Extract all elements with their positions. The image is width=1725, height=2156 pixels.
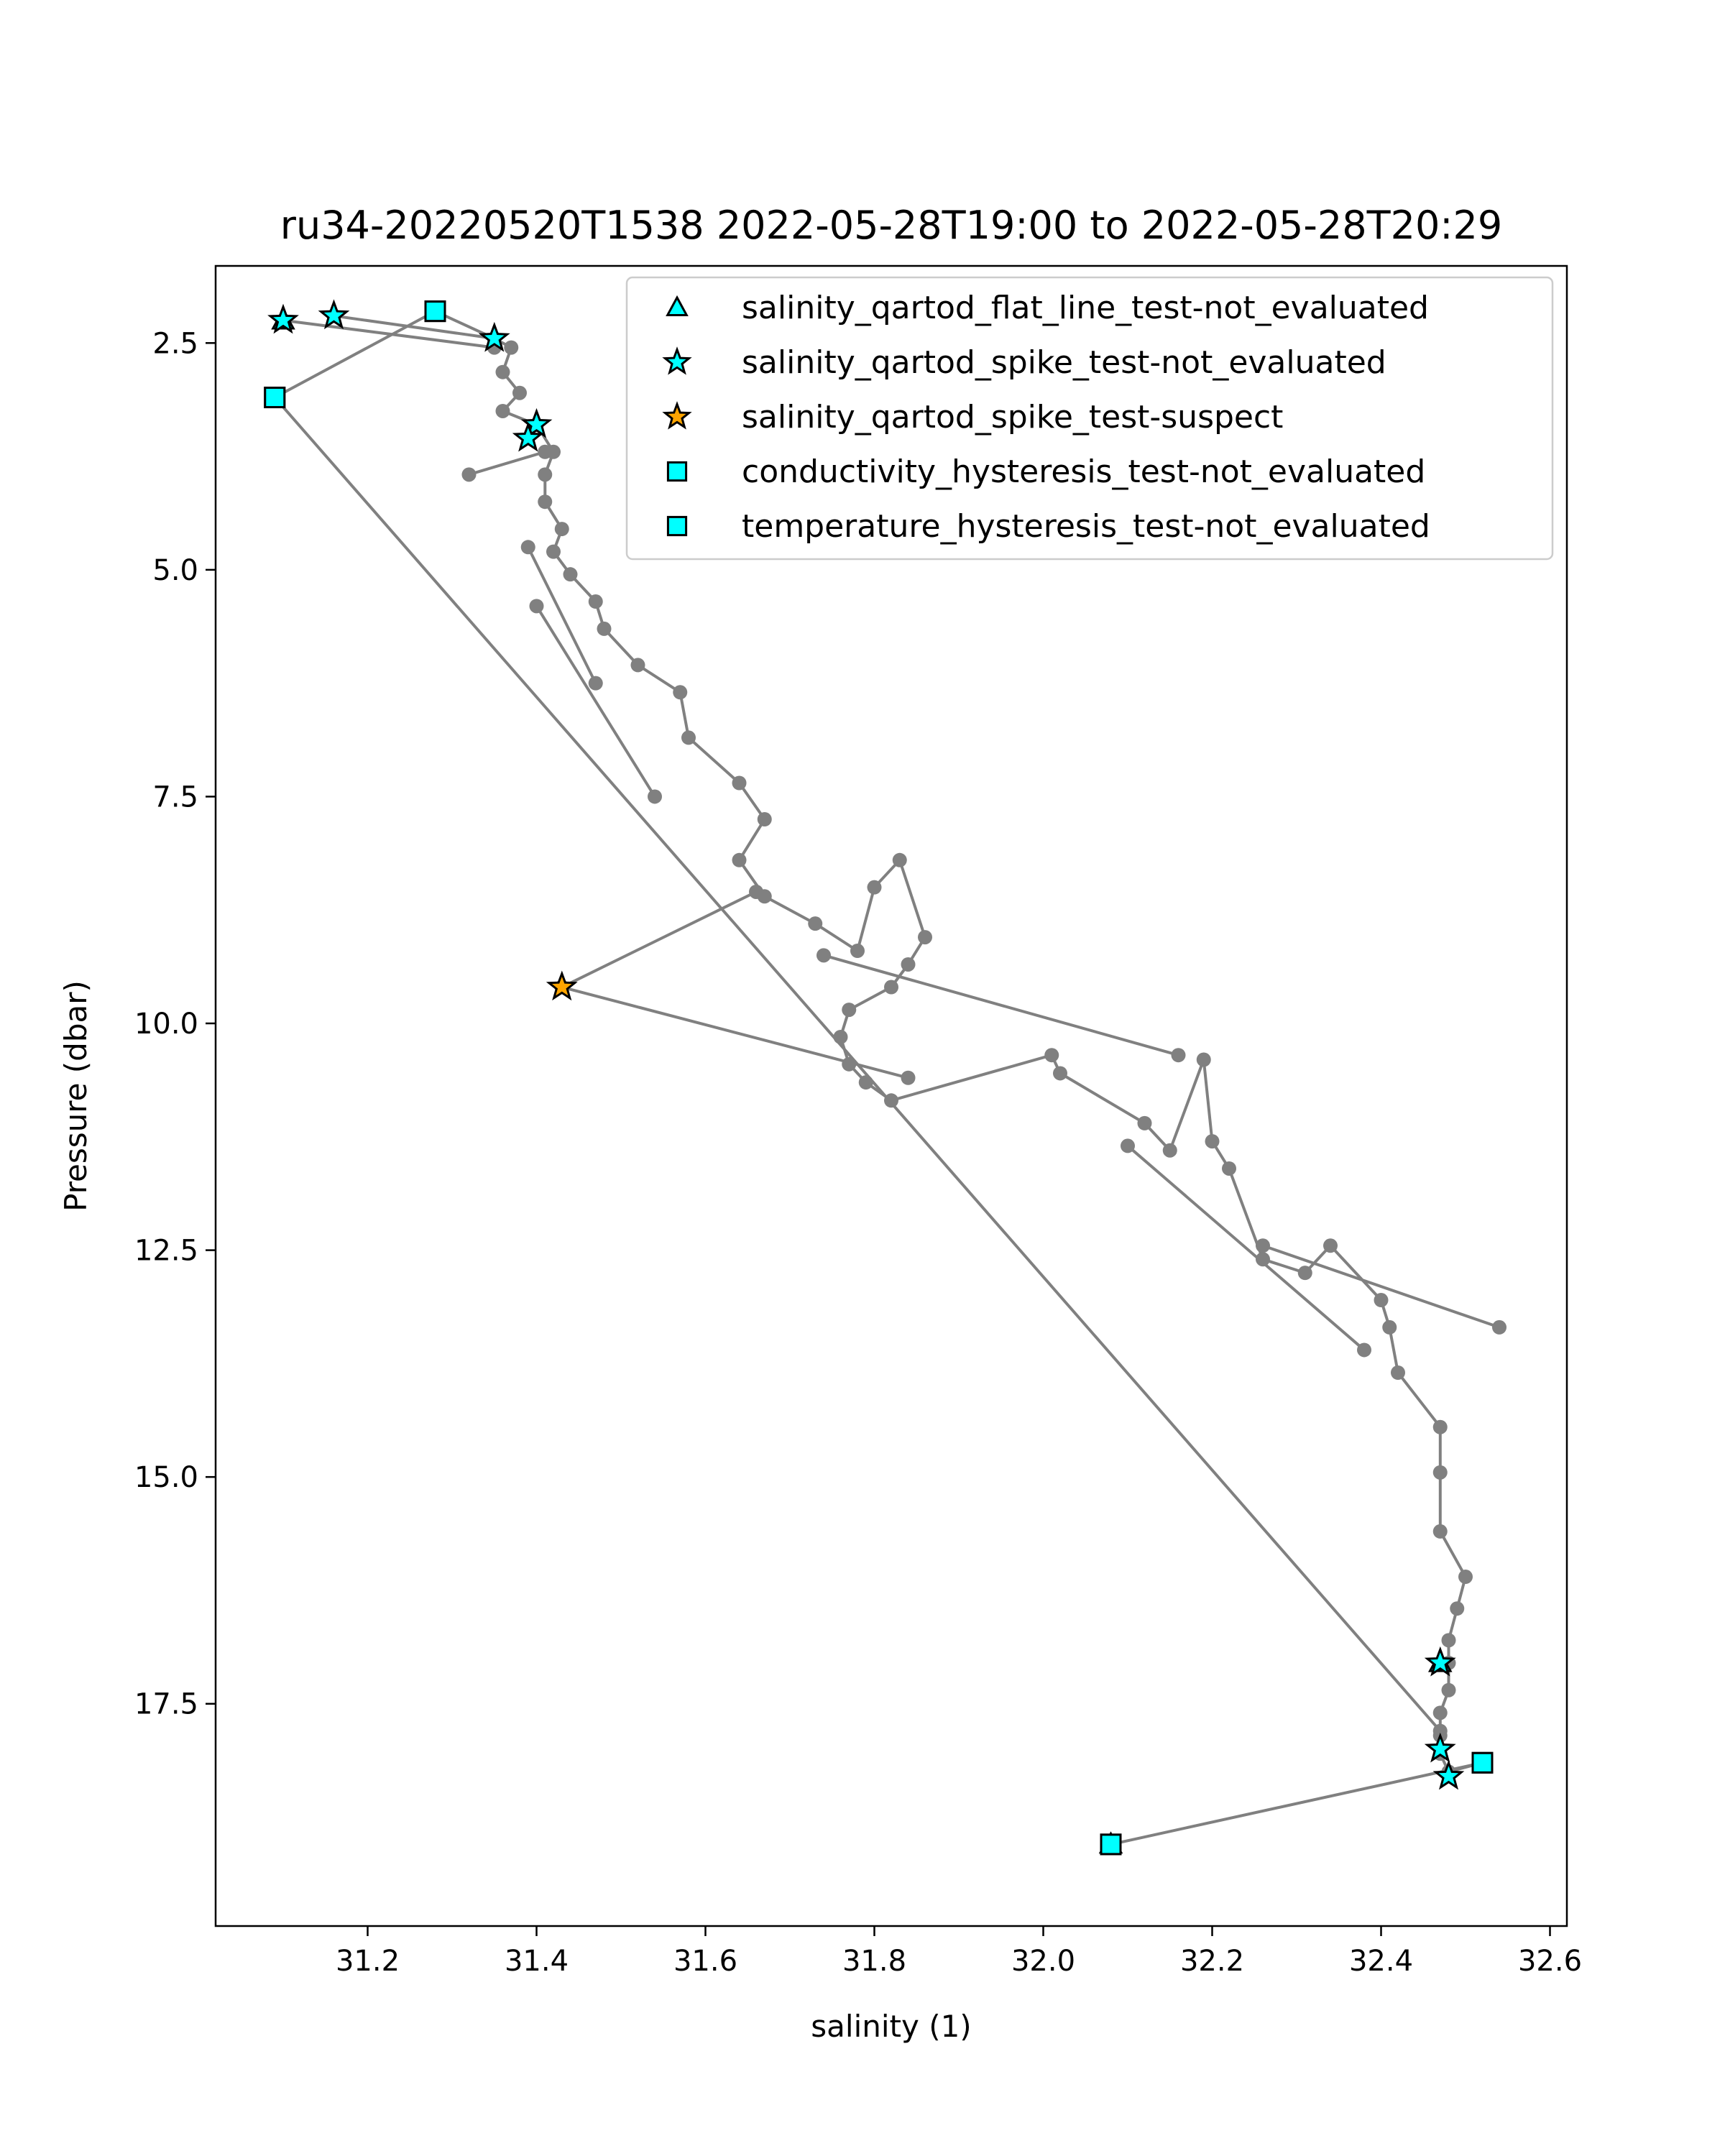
y-tick-label: 17.5 bbox=[134, 1687, 198, 1721]
x-axis-title: salinity (1) bbox=[811, 2009, 972, 2044]
profile-point bbox=[530, 599, 544, 613]
legend-square-icon bbox=[668, 517, 686, 535]
profile-point bbox=[1458, 1570, 1473, 1584]
profile-point bbox=[884, 1093, 898, 1107]
x-tick-label: 31.4 bbox=[504, 1945, 569, 1978]
profile-point bbox=[834, 1030, 848, 1044]
profile-point bbox=[859, 1075, 873, 1089]
profile-point bbox=[1450, 1601, 1464, 1616]
y-axis-title: Pressure (dbar) bbox=[58, 980, 93, 1212]
legend-label: conductivity_hysteresis_test-not_evaluated bbox=[742, 453, 1426, 490]
profile-point bbox=[1391, 1365, 1405, 1380]
legend bbox=[627, 277, 1552, 559]
profile-point bbox=[901, 1071, 916, 1085]
profile-point bbox=[564, 567, 578, 581]
profile-point bbox=[816, 948, 831, 962]
profile-point bbox=[1138, 1116, 1152, 1130]
profile-point bbox=[1222, 1161, 1236, 1176]
profile-point bbox=[1121, 1138, 1135, 1153]
profile-point bbox=[1323, 1238, 1338, 1253]
profile-point bbox=[631, 658, 645, 672]
profile-point bbox=[842, 1057, 856, 1072]
chart-title: ru34-20220520T1538 2022-05-28T19:00 to 2022-05-28T20:29 bbox=[280, 203, 1503, 248]
x-tick-label: 31.8 bbox=[842, 1945, 907, 1978]
y-tick-label: 2.5 bbox=[152, 327, 198, 361]
x-tick-label: 32.0 bbox=[1011, 1945, 1076, 1978]
profile-point bbox=[1442, 1633, 1456, 1647]
profile-point bbox=[1256, 1252, 1270, 1266]
profile-point bbox=[538, 494, 552, 509]
profile-point bbox=[1442, 1683, 1456, 1697]
x-tick-label: 31.2 bbox=[335, 1945, 400, 1978]
profile-point bbox=[1433, 1420, 1448, 1434]
profile-point bbox=[1256, 1238, 1270, 1253]
square-marker bbox=[426, 302, 445, 321]
profile-point bbox=[521, 540, 535, 554]
legend-label: salinity_qartod_spike_test-suspect bbox=[742, 399, 1284, 436]
profile-point bbox=[673, 685, 687, 699]
profile-point bbox=[749, 885, 763, 899]
square-marker bbox=[265, 388, 285, 407]
profile-point bbox=[732, 776, 747, 791]
profile-point bbox=[1205, 1134, 1220, 1148]
profile-point bbox=[589, 676, 603, 691]
x-tick-label: 32.4 bbox=[1348, 1945, 1414, 1978]
profile-point bbox=[901, 957, 916, 972]
y-tick-label: 15.0 bbox=[134, 1461, 198, 1495]
profile-point bbox=[496, 365, 510, 379]
profile-point bbox=[589, 594, 603, 609]
profile-point bbox=[512, 386, 527, 400]
profile-point bbox=[1053, 1066, 1067, 1080]
profile-point bbox=[1374, 1293, 1389, 1307]
profile-point bbox=[884, 980, 898, 995]
profile-point bbox=[1044, 1048, 1059, 1062]
profile-point bbox=[648, 789, 662, 803]
profile-point bbox=[681, 730, 696, 745]
square-marker bbox=[1473, 1753, 1492, 1772]
profile-point bbox=[555, 522, 569, 536]
profile-point bbox=[504, 341, 518, 355]
square-marker bbox=[1101, 1835, 1121, 1854]
profile-point bbox=[868, 880, 882, 895]
x-tick-label: 31.6 bbox=[673, 1945, 738, 1978]
profile-point bbox=[758, 812, 772, 826]
profile-point bbox=[597, 622, 612, 636]
legend-square-icon bbox=[668, 462, 686, 480]
profile-point bbox=[1433, 1465, 1448, 1480]
profile-point bbox=[1172, 1048, 1186, 1062]
profile-point bbox=[1197, 1053, 1211, 1067]
legend-label: salinity_qartod_flat_line_test-not_evaluated bbox=[742, 290, 1429, 326]
profile-point bbox=[842, 1003, 856, 1017]
x-tick-label: 32.6 bbox=[1517, 1945, 1583, 1978]
y-tick-label: 5.0 bbox=[152, 553, 198, 587]
profile-point bbox=[538, 467, 552, 482]
y-tick-label: 12.5 bbox=[134, 1234, 198, 1268]
y-tick-label: 10.0 bbox=[134, 1008, 198, 1041]
legend-label: temperature_hysteresis_test-not_evaluated bbox=[742, 508, 1430, 545]
profile-point bbox=[1433, 1705, 1448, 1720]
profile-point bbox=[732, 853, 747, 867]
profile-point bbox=[1357, 1342, 1371, 1357]
profile-point bbox=[893, 853, 907, 867]
profile-point bbox=[496, 404, 510, 418]
profile-point bbox=[850, 944, 865, 958]
profile-point bbox=[808, 916, 822, 931]
profile-point bbox=[538, 445, 552, 459]
profile-point bbox=[918, 930, 932, 944]
x-tick-label: 32.2 bbox=[1179, 1945, 1245, 1978]
profile-point bbox=[462, 467, 477, 482]
profile-point bbox=[1298, 1266, 1312, 1280]
profile-point bbox=[1492, 1320, 1506, 1335]
profile-point bbox=[1382, 1320, 1397, 1335]
profile-point bbox=[1433, 1524, 1448, 1539]
profile-point bbox=[546, 545, 561, 559]
y-tick-label: 7.5 bbox=[152, 780, 198, 814]
profile-point bbox=[1163, 1143, 1177, 1158]
legend-label: salinity_qartod_spike_test-not_evaluated bbox=[742, 344, 1386, 381]
